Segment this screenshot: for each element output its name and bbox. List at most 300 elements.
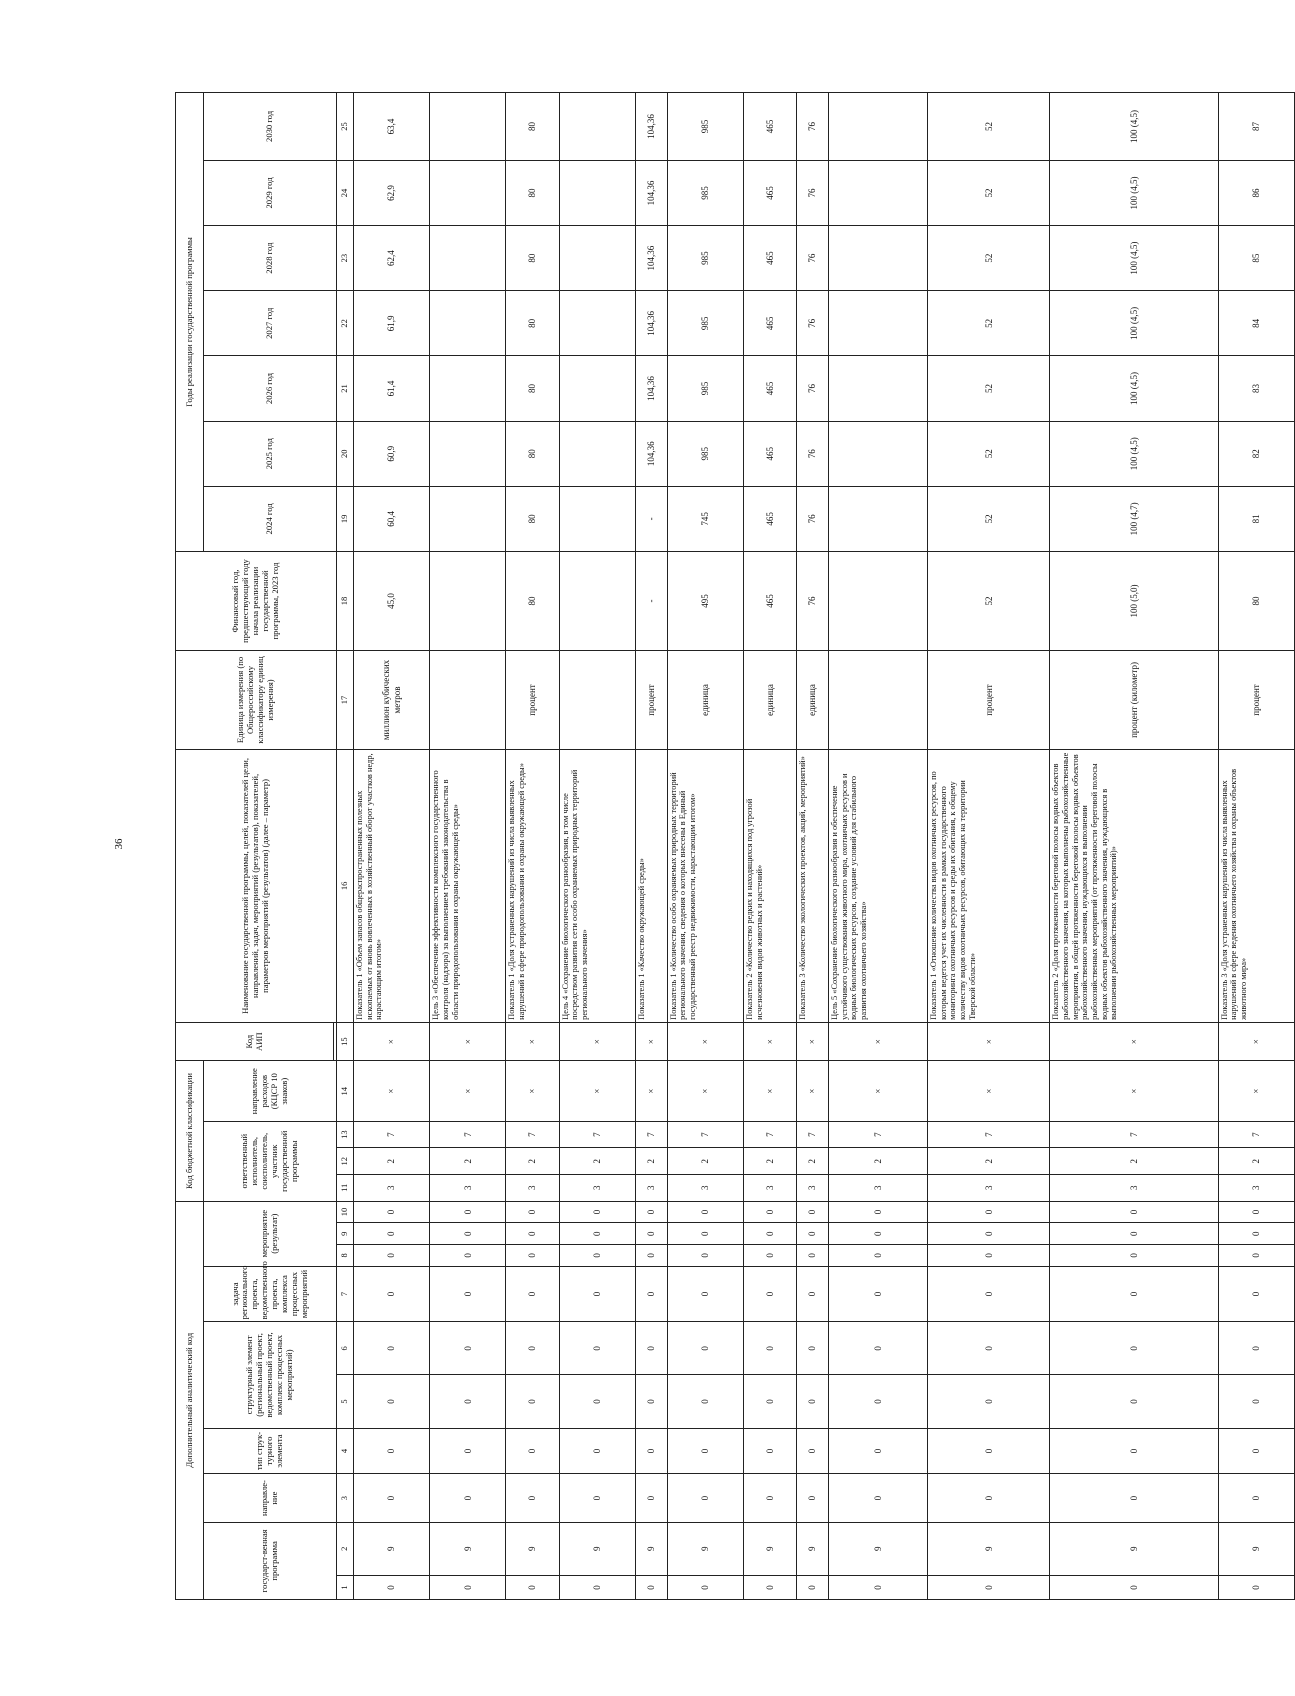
code-cell-c13: 7: [1218, 1121, 1294, 1148]
year-value-cell: 52: [928, 160, 1050, 225]
index-cell: 10: [337, 1201, 354, 1223]
code-cell-c5: 0: [354, 1375, 430, 1428]
table-row: [828, 93, 927, 1600]
code-cell-c11: 3: [430, 1175, 506, 1202]
year-value-cell: 62,4: [354, 226, 430, 291]
base-year-cell: [559, 551, 635, 650]
code-cell-c2: 9: [354, 1522, 430, 1575]
header-struct: структурный элемент (региональный проект, ведомственный проект, комплекс процессных мероприятий): [204, 1322, 337, 1428]
code-cell-c2: 9: [635, 1522, 667, 1575]
code-cell-c6: 0: [1218, 1322, 1294, 1375]
code-cell-c7: 0: [506, 1266, 559, 1322]
code-cell-c13: 7: [743, 1121, 796, 1148]
index-cell: 3: [337, 1474, 354, 1522]
code-cell-c15: ×: [667, 1022, 743, 1061]
code-cell-c4: 0: [430, 1428, 506, 1474]
code-cell-c9: 0: [354, 1223, 430, 1245]
indicator-name-cell: Показатель 3 «Количество экологических проектов, акций, мероприятий»: [797, 749, 829, 1022]
code-cell-c1: 0: [667, 1575, 743, 1599]
unit-cell: единица: [797, 650, 829, 749]
code-cell-c3: 0: [797, 1474, 829, 1522]
code-cell-c15: ×: [354, 1022, 430, 1061]
code-cell-c4: 0: [1050, 1428, 1218, 1474]
index-cell: 16: [337, 749, 354, 1022]
code-cell-c13: 7: [635, 1121, 667, 1148]
code-cell-c2: 9: [559, 1522, 635, 1575]
base-year-cell: 52: [928, 551, 1050, 650]
index-cell: 8: [337, 1245, 354, 1267]
year-value-cell: [559, 421, 635, 486]
base-year-cell: 100 (5,0): [1050, 551, 1218, 650]
year-value-cell: 100 (4,5): [1050, 226, 1218, 291]
code-cell-c8: 0: [430, 1245, 506, 1267]
code-cell-c3: 0: [430, 1474, 506, 1522]
year-value-cell: [828, 421, 927, 486]
base-year-cell: 76: [797, 551, 829, 650]
year-value-cell: 465: [743, 486, 796, 551]
code-cell-c2: 9: [506, 1522, 559, 1575]
year-value-cell: 76: [797, 291, 829, 356]
code-cell-c3: 0: [635, 1474, 667, 1522]
code-cell-c3: 0: [1218, 1474, 1294, 1522]
unit-cell: процент: [635, 650, 667, 749]
code-cell-c15: ×: [928, 1022, 1050, 1061]
code-cell-c4: 0: [828, 1428, 927, 1474]
code-cell-c5: 0: [430, 1375, 506, 1428]
year-value-cell: 104,36: [635, 356, 667, 421]
year-value-cell: 85: [1218, 226, 1294, 291]
year-value-cell: 985: [667, 421, 743, 486]
unit-cell: миллион кубических метров: [354, 650, 430, 749]
code-cell-c14: ×: [559, 1061, 635, 1121]
year-value-cell: 104,36: [635, 421, 667, 486]
code-cell-c3: 0: [506, 1474, 559, 1522]
header-exp: направление расходов (КЦСР 10 знаков): [204, 1061, 337, 1121]
code-cell-c3: 0: [1050, 1474, 1218, 1522]
code-cell-c11: 3: [635, 1175, 667, 1202]
header-year-2028: 2028 год: [204, 226, 337, 291]
year-value-cell: 465: [743, 421, 796, 486]
code-cell-c9: 0: [1218, 1223, 1294, 1245]
header-task: задача регионального проекта, ведомственного проекта, комплекса процессных мероприятий: [204, 1266, 337, 1322]
year-value-cell: 80: [506, 356, 559, 421]
year-value-cell: 63,4: [354, 93, 430, 161]
code-cell-c4: 0: [354, 1428, 430, 1474]
code-cell-c9: 0: [667, 1223, 743, 1245]
year-value-cell: 81: [1218, 486, 1294, 551]
code-cell-c2: 9: [743, 1522, 796, 1575]
year-value-cell: 100 (4,5): [1050, 421, 1218, 486]
code-cell-c14: ×: [928, 1061, 1050, 1121]
year-value-cell: [559, 160, 635, 225]
code-cell-c9: 0: [430, 1223, 506, 1245]
code-cell-c6: 0: [743, 1322, 796, 1375]
year-value-cell: 52: [928, 226, 1050, 291]
code-cell-c5: 0: [828, 1375, 927, 1428]
header-dir: направле-ние: [204, 1474, 337, 1522]
code-cell-c10: 0: [635, 1201, 667, 1223]
code-cell-c7: 0: [354, 1266, 430, 1322]
code-cell-c4: 0: [667, 1428, 743, 1474]
code-cell-c3: 0: [354, 1474, 430, 1522]
year-value-cell: 76: [797, 160, 829, 225]
code-cell-c3: 0: [928, 1474, 1050, 1522]
year-value-cell: [559, 93, 635, 161]
year-value-cell: 465: [743, 226, 796, 291]
year-value-cell: [430, 486, 506, 551]
code-cell-c5: 0: [1218, 1375, 1294, 1428]
year-value-cell: 465: [743, 356, 796, 421]
table-row: [797, 93, 829, 1600]
index-cell: 24: [337, 160, 354, 225]
base-year-cell: [828, 551, 927, 650]
page-number: 36: [113, 838, 125, 850]
code-cell-c14: ×: [828, 1061, 927, 1121]
code-cell-c15: ×: [506, 1022, 559, 1061]
index-cell: 15: [337, 1022, 354, 1061]
year-value-cell: 80: [506, 291, 559, 356]
code-cell-c15: ×: [1050, 1022, 1218, 1061]
table-row: [506, 93, 559, 1600]
code-cell-c9: 0: [797, 1223, 829, 1245]
code-cell-c1: 0: [635, 1575, 667, 1599]
code-cell-c5: 0: [635, 1375, 667, 1428]
header-event: мероприятие (результат): [204, 1201, 337, 1266]
year-value-cell: 985: [667, 291, 743, 356]
indicator-name-cell: Показатель 2 «Количество редких и находящихся под угрозой исчезновения видов животных и растений»: [743, 749, 796, 1022]
code-cell-c5: 0: [1050, 1375, 1218, 1428]
code-cell-c13: 7: [928, 1121, 1050, 1148]
code-cell-c1: 0: [928, 1575, 1050, 1599]
indicator-name-cell: Показатель 2 «Доля протяженности береговой полосы водных объектов рыбохозяйственного значения, на которых выполнены рыбохозяйственные мероприятия, в общей протяженности береговой полосы водных объектов рыбохозяйственного значения, нуждающихся в выполнении рыбохозяйственных мероприятий (от протяженности береговой полосы водных объектов рыбохозяйственного значения, нуждающихся в выполнении рыбохозяйственных мероприятий)»: [1050, 749, 1218, 1022]
code-cell-c11: 3: [928, 1175, 1050, 1202]
index-cell: 19: [337, 486, 354, 551]
header-dak: Дополнительный аналитический код: [176, 1201, 204, 1599]
year-value-cell: 76: [797, 226, 829, 291]
table-row: [1218, 93, 1294, 1600]
code-cell-c12: 2: [797, 1148, 829, 1175]
base-year-cell: 80: [506, 551, 559, 650]
code-cell-c11: 3: [1218, 1175, 1294, 1202]
year-value-cell: 80: [506, 93, 559, 161]
table-row: [667, 93, 743, 1600]
code-cell-c12: 2: [635, 1148, 667, 1175]
unit-cell: процент: [928, 650, 1050, 749]
year-value-cell: 52: [928, 291, 1050, 356]
code-cell-c10: 0: [1050, 1201, 1218, 1223]
code-cell-c9: 0: [743, 1223, 796, 1245]
year-value-cell: 985: [667, 356, 743, 421]
code-cell-c7: 0: [928, 1266, 1050, 1322]
code-cell-c3: 0: [559, 1474, 635, 1522]
year-value-cell: 985: [667, 160, 743, 225]
code-cell-c9: 0: [506, 1223, 559, 1245]
code-cell-c13: 7: [667, 1121, 743, 1148]
year-value-cell: [559, 486, 635, 551]
year-value-cell: 104,36: [635, 226, 667, 291]
code-cell-c5: 0: [743, 1375, 796, 1428]
code-cell-c10: 0: [506, 1201, 559, 1223]
code-cell-c2: 9: [1050, 1522, 1218, 1575]
code-cell-c14: ×: [743, 1061, 796, 1121]
indicator-name-cell: Цель 3 «Обеспечение эффективности комплексного государственного контроля (надзора) за выполнением требований законодательства в области природопользования и охраны окружающей среды»: [430, 749, 506, 1022]
year-value-cell: 80: [506, 421, 559, 486]
code-cell-c14: ×: [430, 1061, 506, 1121]
unit-cell: единица: [743, 650, 796, 749]
indicator-name-cell: Показатель 1 «Объем запасов общераспространенных полезных ископаемых от вновь вовлеченных в хозяйственный оборот участков недр, нарастающим итогом»: [354, 749, 430, 1022]
code-cell-c14: ×: [354, 1061, 430, 1121]
year-value-cell: -: [635, 486, 667, 551]
year-value-cell: 61,4: [354, 356, 430, 421]
year-value-cell: 83: [1218, 356, 1294, 421]
code-cell-c8: 0: [743, 1245, 796, 1267]
code-cell-c6: 0: [928, 1322, 1050, 1375]
code-cell-c4: 0: [797, 1428, 829, 1474]
index-cell: 23: [337, 226, 354, 291]
code-cell-c15: ×: [430, 1022, 506, 1061]
code-cell-c13: 7: [828, 1121, 927, 1148]
code-cell-c1: 0: [797, 1575, 829, 1599]
code-cell-c1: 0: [506, 1575, 559, 1599]
code-cell-c6: 0: [506, 1322, 559, 1375]
year-value-cell: [430, 291, 506, 356]
unit-cell: единица: [667, 650, 743, 749]
year-value-cell: [430, 160, 506, 225]
year-value-cell: 86: [1218, 160, 1294, 225]
code-cell-c15: ×: [828, 1022, 927, 1061]
code-cell-c1: 0: [743, 1575, 796, 1599]
year-value-cell: 52: [928, 356, 1050, 421]
year-value-cell: 76: [797, 421, 829, 486]
year-value-cell: [828, 93, 927, 161]
year-value-cell: 84: [1218, 291, 1294, 356]
code-cell-c14: ×: [797, 1061, 829, 1121]
indicator-name-cell: Показатель 3 «Доля устраненных нарушений из числа выявленных нарушений в сфере ведения охотничьего хозяйства и охраны объектов животного мира»: [1218, 749, 1294, 1022]
table-row: [430, 93, 506, 1600]
year-value-cell: [828, 356, 927, 421]
code-cell-c4: 0: [743, 1428, 796, 1474]
code-cell-c12: 2: [667, 1148, 743, 1175]
code-cell-c13: 7: [797, 1121, 829, 1148]
code-cell-c4: 0: [1218, 1428, 1294, 1474]
code-cell-c11: 3: [354, 1175, 430, 1202]
code-cell-c10: 0: [354, 1201, 430, 1223]
index-cell: 7: [337, 1266, 354, 1322]
year-value-cell: [828, 291, 927, 356]
code-cell-c13: 7: [1050, 1121, 1218, 1148]
code-cell-c2: 9: [928, 1522, 1050, 1575]
code-cell-c7: 0: [559, 1266, 635, 1322]
code-cell-c14: ×: [506, 1061, 559, 1121]
year-value-cell: [430, 93, 506, 161]
table-body: [354, 93, 1295, 1600]
code-cell-c5: 0: [667, 1375, 743, 1428]
code-cell-c12: 2: [1050, 1148, 1218, 1175]
header-kbk: Код бюджетной классификации: [176, 1061, 204, 1201]
year-value-cell: 465: [743, 160, 796, 225]
code-cell-c8: 0: [559, 1245, 635, 1267]
code-cell-c12: 2: [354, 1148, 430, 1175]
year-value-cell: 100 (4,5): [1050, 160, 1218, 225]
table-row: [928, 93, 1050, 1600]
code-cell-c7: 0: [828, 1266, 927, 1322]
year-value-cell: 87: [1218, 93, 1294, 161]
code-cell-c6: 0: [667, 1322, 743, 1375]
code-cell-c11: 3: [743, 1175, 796, 1202]
code-cell-c1: 0: [430, 1575, 506, 1599]
year-value-cell: [559, 226, 635, 291]
code-cell-c10: 0: [430, 1201, 506, 1223]
code-cell-c12: 2: [828, 1148, 927, 1175]
code-cell-c9: 0: [1050, 1223, 1218, 1245]
code-cell-c14: ×: [667, 1061, 743, 1121]
index-cell: 12: [337, 1148, 354, 1175]
code-cell-c4: 0: [635, 1428, 667, 1474]
code-cell-c8: 0: [1050, 1245, 1218, 1267]
year-value-cell: 100 (4,7): [1050, 486, 1218, 551]
unit-cell: процент: [506, 650, 559, 749]
year-value-cell: 104,36: [635, 93, 667, 161]
code-cell-c11: 3: [506, 1175, 559, 1202]
code-cell-c9: 0: [635, 1223, 667, 1245]
unit-cell: [430, 650, 506, 749]
index-cell: 9: [337, 1223, 354, 1245]
header-kap: Код АИП: [176, 1022, 334, 1061]
code-cell-c7: 0: [797, 1266, 829, 1322]
code-cell-c13: 7: [559, 1121, 635, 1148]
year-value-cell: 52: [928, 421, 1050, 486]
unit-cell: [559, 650, 635, 749]
year-value-cell: 80: [506, 160, 559, 225]
year-value-cell: 465: [743, 291, 796, 356]
table-row: [1050, 93, 1218, 1600]
year-value-cell: 745: [667, 486, 743, 551]
code-cell-c11: 3: [828, 1175, 927, 1202]
code-cell-c10: 0: [797, 1201, 829, 1223]
code-cell-c5: 0: [928, 1375, 1050, 1428]
year-value-cell: 76: [797, 93, 829, 161]
code-cell-c6: 0: [430, 1322, 506, 1375]
year-value-cell: [430, 421, 506, 486]
year-value-cell: [559, 356, 635, 421]
index-cell: 18: [337, 551, 354, 650]
code-cell-c14: ×: [635, 1061, 667, 1121]
code-cell-c4: 0: [506, 1428, 559, 1474]
header-type: тип струк-турного элемента: [204, 1428, 337, 1474]
code-cell-c9: 0: [559, 1223, 635, 1245]
code-cell-c13: 7: [354, 1121, 430, 1148]
code-cell-c15: ×: [635, 1022, 667, 1061]
code-cell-c14: ×: [1218, 1061, 1294, 1121]
code-cell-c6: 0: [635, 1322, 667, 1375]
code-cell-c9: 0: [928, 1223, 1050, 1245]
indicator-name-cell: Показатель 1 «Доля устраненных нарушений из числа выявленных нарушений в сфере природопользования и охраны окружающей среды»: [506, 749, 559, 1022]
code-cell-c8: 0: [354, 1245, 430, 1267]
index-cell: 20: [337, 421, 354, 486]
year-value-cell: 61,9: [354, 291, 430, 356]
header-fin-year: Финансовый год, предшествующий году начала реализации государственной программы, 2023 год: [176, 551, 337, 650]
index-cell: 5: [337, 1375, 354, 1428]
rotated-table-container: [175, 92, 1295, 1600]
year-value-cell: 985: [667, 226, 743, 291]
code-cell-c8: 0: [667, 1245, 743, 1267]
code-cell-c2: 9: [1218, 1522, 1294, 1575]
code-cell-c6: 0: [828, 1322, 927, 1375]
header-unit: Единица измерения (по Общероссийскому классификатору единиц измерения): [176, 650, 337, 749]
year-value-cell: [828, 226, 927, 291]
index-cell: 6: [337, 1322, 354, 1375]
year-value-cell: 60,9: [354, 421, 430, 486]
index-cell: 4: [337, 1428, 354, 1474]
code-cell-c8: 0: [1218, 1245, 1294, 1267]
code-cell-c3: 0: [828, 1474, 927, 1522]
code-cell-c5: 0: [797, 1375, 829, 1428]
code-cell-c4: 0: [928, 1428, 1050, 1474]
code-cell-c12: 2: [1218, 1148, 1294, 1175]
base-year-cell: -: [635, 551, 667, 650]
code-cell-c2: 9: [430, 1522, 506, 1575]
code-cell-c6: 0: [797, 1322, 829, 1375]
indicator-name-cell: Показатель 1 «Качество окружающей среды»: [635, 749, 667, 1022]
code-cell-c7: 0: [635, 1266, 667, 1322]
base-year-cell: 465: [743, 551, 796, 650]
table-row: [559, 93, 635, 1600]
code-cell-c15: ×: [559, 1022, 635, 1061]
year-value-cell: 100 (4,5): [1050, 93, 1218, 161]
year-value-cell: 52: [928, 486, 1050, 551]
code-cell-c8: 0: [506, 1245, 559, 1267]
year-value-cell: [828, 160, 927, 225]
code-cell-c10: 0: [1218, 1201, 1294, 1223]
code-cell-c1: 0: [559, 1575, 635, 1599]
year-value-cell: [559, 291, 635, 356]
year-value-cell: 60,4: [354, 486, 430, 551]
code-cell-c1: 0: [1050, 1575, 1218, 1599]
code-cell-c12: 2: [506, 1148, 559, 1175]
program-table: [175, 92, 1295, 1600]
code-cell-c10: 0: [928, 1201, 1050, 1223]
indicator-name-cell: Показатель 1 «Отношение количества видов охотничьих ресурсов, по которым ведется учет их численности в рамках государственного мониторинга охотничьих ресурсов и среды их обитания, к общему количеству видов охотничьих ресурсов, обитающих на территории Тверской области»: [928, 749, 1050, 1022]
index-cell: 22: [337, 291, 354, 356]
code-cell-c12: 2: [430, 1148, 506, 1175]
code-cell-c8: 0: [797, 1245, 829, 1267]
year-value-cell: 76: [797, 486, 829, 551]
base-year-cell: [430, 551, 506, 650]
year-value-cell: 465: [743, 93, 796, 161]
code-cell-c12: 2: [928, 1148, 1050, 1175]
header-year-2025: 2025 год: [204, 421, 337, 486]
year-value-cell: 82: [1218, 421, 1294, 486]
code-cell-c15: ×: [797, 1022, 829, 1061]
indicator-name-cell: Показатель 1 «Количество особо охраняемых природных территорий регионального значения, сведения о которых внесены в Единый государственный реестр недвижимости, нарастающим итогом»: [667, 749, 743, 1022]
year-value-cell: 104,36: [635, 160, 667, 225]
unit-cell: процент: [1218, 650, 1294, 749]
unit-cell: процент (километр): [1050, 650, 1218, 749]
code-cell-c2: 9: [828, 1522, 927, 1575]
code-cell-c6: 0: [559, 1322, 635, 1375]
code-cell-c7: 0: [430, 1266, 506, 1322]
year-value-cell: 80: [506, 226, 559, 291]
code-cell-c5: 0: [506, 1375, 559, 1428]
code-cell-c13: 7: [430, 1121, 506, 1148]
code-cell-c13: 7: [506, 1121, 559, 1148]
header-name: Наименование государственной программы, целей, показателей цели, направлений, задач, мероприятий (результатов), показателей, параметров мероприятий (результатов) (далее – параметр): [176, 749, 337, 1022]
code-cell-c10: 0: [828, 1201, 927, 1223]
code-cell-c10: 0: [667, 1201, 743, 1223]
index-cell: 21: [337, 356, 354, 421]
code-cell-c9: 0: [828, 1223, 927, 1245]
index-cell: 11: [337, 1175, 354, 1202]
